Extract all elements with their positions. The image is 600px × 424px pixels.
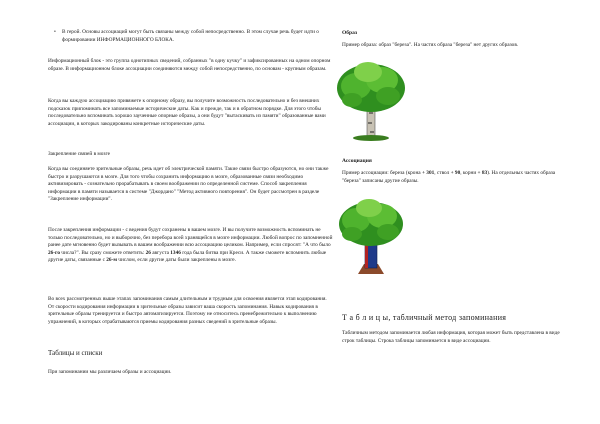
birch-tree-with-book-icon bbox=[334, 198, 408, 280]
encoding-paragraph: Во всех рассмотренных выше этапах запоминания самым длительным и трудным для освоения является этап кодирования. От скорости кодирования информации в зрительные образы зависит ваша скорость запоминания. Навык кодирования в зрительные образы тренируется и быстро автоматизируется. Поэтому не относитесь пренебрежительно к выполнению упражнений, в которых отрабатываются приемы кодирования разных сведений в зрительные образы. bbox=[48, 296, 327, 325]
recall-paragraph: После закрепления информации - с ведения будут сохранены в вашем мозге. И вы получите возможность вспоминать не только последовательно, но и выборочно, без перебора всей хранящейся в мозге информации. Любой вопрос по запомненной ранее дате мгновенно будет вызывать в вашем воображении всю ассоциацию целиком. Например, если спросят: "А что было 26-го числа?". Вы сразу сможете ответить: 26 августа 1346 года была битва при Креси. А также сможете вспомнить любые другие даты, связанные с 26-м числом, если другие даты были закреплены в мозге. bbox=[48, 227, 333, 263]
table-method-paragraph: Табличным методом запоминается любая информация, которая может быть представлена в виде строк таблицы. Строка таблицы запоминается в виде ассоциации. bbox=[342, 330, 560, 344]
bullet-paragraph: • В герой. Основы ассоциаций могут быть связаны между собой непосредственно. В этом случае речь будет идти о формировании ИНФОРМАЦИОННОГО БЛОКА. bbox=[54, 29, 319, 43]
consolidation-paragraph: Когда вы соединяете зрительные образы, речь идет об электрической памяти. Такие связи быстро образуются, но они также быстро и разрушаются в мозге. Для того чтобы сохранить информацию в мозге, образованные связи необходимо активизировать - сознательно прорабатывать в своем воображении по определенной системе. Способ закрепления информации в памяти называется в системе "Джордано" "Метод активного повторения". Он будет рассмотрен в разделе "Закрепление информации". bbox=[48, 166, 329, 202]
images-paragraph: При запоминании мы различаем образы и ассоциации. bbox=[48, 369, 172, 375]
association-paragraph: Когда вы каждую ассоциацию привяжете к опорному образу, вы получите возможность последовательно и без внешних подсказок припоминать все запоминаемые исторические даты. Как и прежде, так и в обратном порядке. Для этого чтобы последовательно вспоминать хорошо заученные опорные образы, а они будут "вытаскивать из памяти" образованные вами ассоциации, в которых закодированы конкретные исторические даты. bbox=[48, 98, 326, 127]
section-heading-tables: Таблицы и списки bbox=[48, 349, 103, 357]
info-block-paragraph: Информационный блок - это группа однотипных сведений, собранных "в одну кучку" и зафиксированных на одном опорном образе. В информационном блоке ассоциации соединяются между собой непосредственно, по основам - крупным образам. bbox=[48, 58, 331, 72]
label-image: Образ bbox=[342, 30, 358, 36]
image-example-paragraph: Пример образа: образ "береза". На частях образа "береза" нет других образов. bbox=[342, 42, 519, 48]
birch-tree-icon bbox=[332, 58, 410, 142]
section-heading-table-method: Т а б л и ц ы, табличный метод запоминания bbox=[342, 313, 507, 322]
association-example-paragraph: Пример ассоциации: береза (крона + 301, ствол + 90, корни + 83). На отдельных частях образа "береза" записаны другие образы. bbox=[342, 170, 556, 184]
left-column bbox=[48, 0, 334, 375]
bullet-dot-icon: • bbox=[54, 29, 56, 35]
subheading-consolidation: Закрепление связей в мозге bbox=[48, 151, 110, 157]
label-association: Ассоциация bbox=[342, 158, 372, 164]
